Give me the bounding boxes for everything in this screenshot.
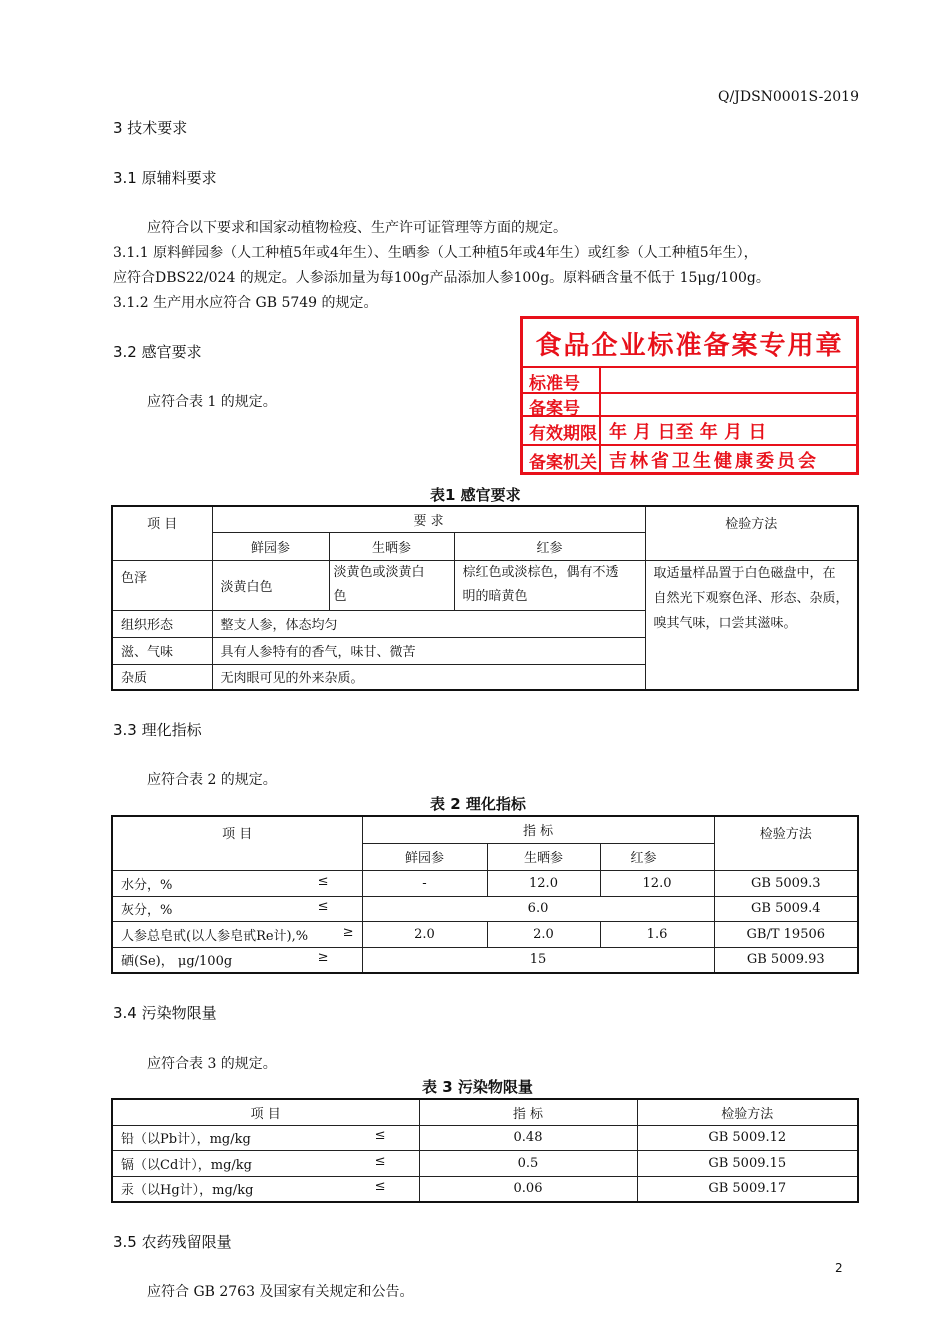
cell: 杂质 [112, 664, 212, 690]
cell: 淡黄白色 [212, 560, 329, 610]
filing-stamp [520, 316, 859, 475]
cell: ≥ [317, 950, 329, 966]
section-3-3-title: 3.3 理化指标 [113, 721, 202, 739]
table-3 [111, 1098, 859, 1203]
header-cell: 生晒参 [329, 532, 454, 560]
table-3-caption: 表 3 污染物限量 [422, 1078, 533, 1096]
cell: 整支人参，体态均匀 [212, 610, 645, 637]
cell: 铅（以Pb计），mg/kg [121, 1132, 251, 1147]
cell: GB 5009.93 [714, 947, 858, 973]
table-row [112, 870, 858, 896]
cell: ≤ [317, 873, 329, 889]
table-row [112, 947, 858, 973]
header-cell: 红参 [600, 843, 714, 870]
cell: 2.0 [487, 921, 600, 947]
cell: GB 5009.3 [714, 870, 858, 896]
header-cell: 鲜园参 [212, 532, 329, 560]
cell: 汞（以Hg计），mg/kg [121, 1183, 254, 1199]
table-2-caption: 表 2 理化指标 [430, 795, 526, 813]
table-row [112, 921, 858, 947]
paragraph: 应符合表 3 的规定。 [147, 1056, 277, 1072]
header-cell: 检验方法 [645, 506, 858, 560]
cell: ≤ [374, 1128, 386, 1143]
table-row [112, 1125, 858, 1150]
table-1 [111, 505, 859, 691]
header-cell: 项 目 [112, 1099, 419, 1125]
header-cell: 项 目 [112, 816, 362, 870]
cell: 15 [362, 947, 714, 973]
cell: GB 5009.15 [637, 1150, 858, 1176]
stamp-authority: 吉林省卫生健康委员会 [609, 451, 819, 472]
cell: 具有人参特有的香气，味甘、微苦 [212, 637, 645, 664]
page-number: 2 [835, 1261, 843, 1275]
cell: 0.06 [419, 1176, 637, 1202]
cell: GB 5009.17 [637, 1176, 858, 1202]
section-3-title: 3 技术要求 [113, 119, 188, 137]
cell: 0.48 [419, 1125, 637, 1150]
cell: 1.6 [600, 921, 714, 947]
cell: 色 [333, 589, 347, 604]
stamp-label: 有效期限 [529, 424, 597, 444]
paragraph: 应符合表 1 的规定。 [147, 394, 277, 410]
header-cell: 检验方法 [714, 816, 858, 870]
cell: ≤ [374, 1179, 386, 1195]
doc-code: Q/JDSN0001S-2019 [718, 89, 859, 105]
paragraph: 3.1.1 原料鲜园参（人工种植5年或4年生）、生晒参（人工种植5年或4年生）或红参（人工种植5年生）， [113, 245, 758, 261]
header-cell: 红参 [454, 532, 645, 560]
cell: - [362, 870, 487, 896]
cell: 淡黄色或淡黄白 [333, 565, 425, 580]
paragraph: 应符合以下要求和国家动植物检疫、生产许可证管理等方面的规定。 [147, 220, 567, 236]
stamp-label: 备案号 [529, 399, 580, 419]
paragraph: 应符合 GB 2763 及国家有关规定和公告。 [147, 1284, 414, 1300]
paragraph: 3.1.2 生产用水应符合 GB 5749 的规定。 [113, 295, 378, 311]
cell: GB 5009.12 [637, 1125, 858, 1150]
cell: ≤ [317, 899, 329, 914]
table-row [112, 560, 858, 610]
cell: 取适量样品置于白色磁盘中，在 [653, 565, 836, 581]
cell: 镉（以Cd计），mg/kg [121, 1157, 252, 1173]
header-cell: 检验方法 [637, 1099, 858, 1125]
stamp-title: 食品企业标准备案专用章 [535, 331, 844, 361]
header-cell: 鲜园参 [362, 843, 487, 870]
cell: GB/T 19506 [714, 921, 858, 947]
cell: ≤ [374, 1153, 386, 1169]
cell: 6.0 [362, 896, 714, 921]
header-cell: 指 标 [362, 816, 714, 843]
section-3-1-title: 3.1 原辅料要求 [113, 169, 217, 187]
cell: 滋、气味 [112, 637, 212, 664]
table-row [112, 1176, 858, 1202]
cell: 自然光下观察色泽、形态、杂质， [653, 590, 849, 606]
section-3-4-title: 3.4 污染物限量 [113, 1004, 217, 1022]
cell: 2.0 [362, 921, 487, 947]
paragraph: 应符合表 2 的规定。 [147, 772, 277, 788]
cell: 色泽 [112, 560, 212, 610]
header-cell: 生晒参 [487, 843, 600, 870]
cell: 人参总皂甙(以人参皂甙Re计),% [121, 928, 309, 944]
section-3-2-title: 3.2 感官要求 [113, 343, 202, 361]
header-cell: 要 求 [212, 506, 645, 532]
stamp-label: 标准号 [529, 374, 580, 394]
cell: 棕红色或淡棕色，偶有不透 [462, 565, 619, 580]
header-cell: 指 标 [419, 1099, 637, 1125]
paragraph: 应符合DBS22/024 的规定。人参添加量为每100g产品添加人参100g。原料硒含量不低于 15μg/100g。 [113, 270, 770, 286]
stamp-label: 备案机关 [529, 453, 597, 473]
cell: GB 5009.4 [714, 896, 858, 921]
cell: 明的暗黄色 [462, 589, 528, 604]
table-row [112, 896, 858, 921]
cell: 水分，% [121, 877, 173, 893]
header-cell: 项 目 [112, 506, 212, 560]
table-1-caption: 表1 感官要求 [430, 486, 521, 504]
cell: 12.0 [487, 870, 600, 896]
cell: 0.5 [419, 1150, 637, 1176]
cell: 硒(Se)， μg/100g [121, 954, 233, 970]
stamp-validity: 年 月 日至 年 月 日 [609, 422, 767, 443]
cell: 组织形态 [112, 610, 212, 637]
cell: 嗅其气味，口尝其滋味。 [653, 615, 797, 631]
table-2 [111, 815, 859, 974]
table-row [112, 1150, 858, 1176]
cell: 12.0 [600, 870, 714, 896]
cell: 灰分，% [121, 903, 173, 918]
cell: ≥ [342, 924, 354, 940]
cell: 无肉眼可见的外来杂质。 [212, 664, 645, 690]
section-3-5-title: 3.5 农药残留限量 [113, 1233, 232, 1251]
